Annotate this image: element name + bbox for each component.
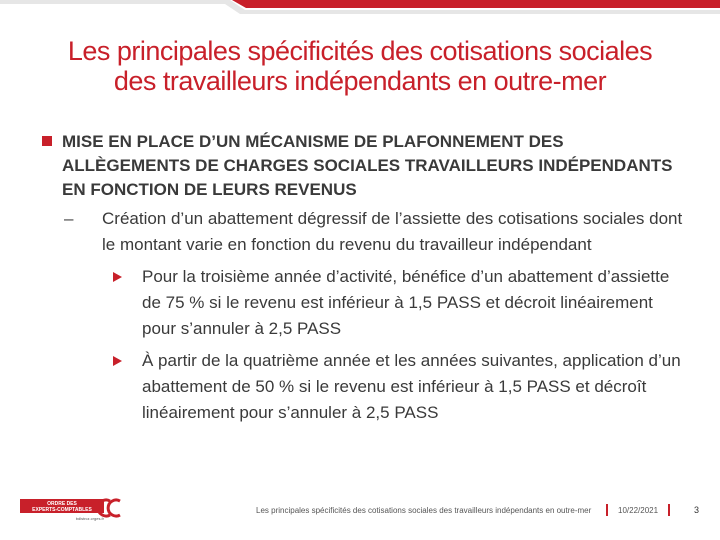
top-decorative-bar: [0, 0, 720, 16]
square-bullet-icon: [42, 136, 52, 146]
footer-date: 10/22/2021: [618, 506, 659, 515]
dash-bullet-icon: –: [64, 209, 74, 228]
ordre-experts-comptables-logo: [20, 498, 132, 522]
footer-title: Les principales spécificités des cotisations sociales des travailleurs indépendants en outre-mer: [256, 506, 592, 515]
logo-line-1: ORDRE DES: [47, 501, 77, 507]
slide-title: [40, 36, 680, 96]
point-text: Pour la troisième année d’activité, bénéfice d’un abattement d’assiette de 75 % si le revenu est inférieur à 1,5 PASS et décroit linéairement pour s’annuler à 2,5 PASS: [142, 267, 670, 338]
point-text: À partir de la quatrième année et les années suivantes, application d’un abattement de 50 % si le revenu est inférieur à 1,5 PASS et décroît linéairement pour s’annuler à 2,5 PASS: [142, 351, 681, 422]
footer-separator: [668, 504, 670, 516]
page-number: 3: [694, 505, 700, 515]
slide-content: [38, 130, 688, 426]
sub-bullet-text: Création d’un abattement dégressif de l’assiette des cotisations sociales dont le montant varie en fonction du revenu du travailleur indépendant: [102, 209, 683, 254]
logo-line-2: EXPERTS-COMPTABLES: [32, 507, 92, 513]
title-line-1: Les principales spécificités des cotisations sociales: [67, 36, 653, 66]
title-line-2: des travailleurs indépendants en outre-mer: [113, 66, 607, 96]
point-item: [38, 264, 688, 342]
triangle-bullet-icon: [113, 356, 122, 366]
main-bullet-text: MISE EN PLACE D’UN MÉCANISME DE PLAFONNEMENT DES ALLÈGEMENTS DE CHARGES SOCIALES TRAVAILLEURS INDÉPENDANTS EN FONCTION DE LEURS REVENUS: [62, 132, 673, 199]
logo-url: bdlstrcz.crges.fr: [75, 516, 104, 521]
main-bullet: [38, 130, 688, 202]
footer-separator: [606, 504, 608, 516]
sub-bullet: [38, 206, 688, 258]
point-item: [38, 348, 688, 426]
triangle-bullet-icon: [113, 272, 122, 282]
